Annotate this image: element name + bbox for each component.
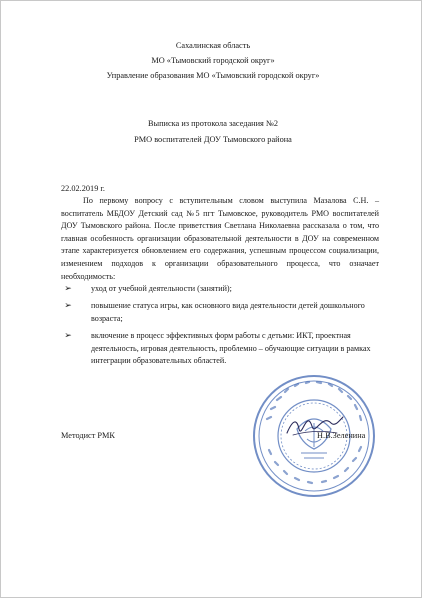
list-item — [61, 330, 379, 368]
header-department: Управление образования МО «Тымовский городской округ» — [106, 71, 320, 80]
arrow-bullet-icon: ➢ — [64, 331, 72, 341]
list-item — [61, 300, 379, 325]
list-item — [61, 283, 379, 296]
header-municipality: МО «Тымовский городской округ» — [151, 56, 275, 65]
list-item-text: уход от учебной деятельности (занятий); — [91, 284, 232, 293]
signature-name: Н.В.Зеленина — [317, 431, 366, 440]
body-paragraph — [61, 195, 379, 283]
header-region: Сахалинская область — [175, 41, 251, 50]
arrow-bullet-icon: ➢ — [64, 284, 72, 294]
document-subtitle: РМО воспитателей ДОУ Тымовского района — [134, 135, 292, 144]
document-date: 22.02.2019 г. — [61, 184, 105, 193]
signature-position: Методист РМК — [61, 431, 115, 440]
document-title: Выписка из протокола заседания №2 — [147, 119, 279, 128]
arrow-bullet-icon: ➢ — [64, 301, 72, 311]
list-item-text: повышение статуса игры, как основного вида деятельности детей дошкольного возраста; — [91, 301, 365, 323]
body-paragraph-text: По первому вопросу с вступительным словом выступила Мазалова С.Н. – воспитатель МБДОУ Детский сад №5 пгт Тымовское, руководитель РМО воспитателей ДОУ Тымовского района. После приветствия Светлана Николаевна рассказала о том, что главная особенность организации образовательной деятельности в ДОУ на современном этапе характеризуется обновлением его содержания, успешным процессом социализации, изменением подходов к организации образовательного процесса, что означает необходимость: — [61, 196, 379, 281]
list-item-text: включение в процесс эффективных форм работы с детьми: ИКТ, проектная деятельность, игровая деятельность, проблемно – обучающие ситуации в рамках интеграции образовательных областей. — [91, 331, 371, 366]
